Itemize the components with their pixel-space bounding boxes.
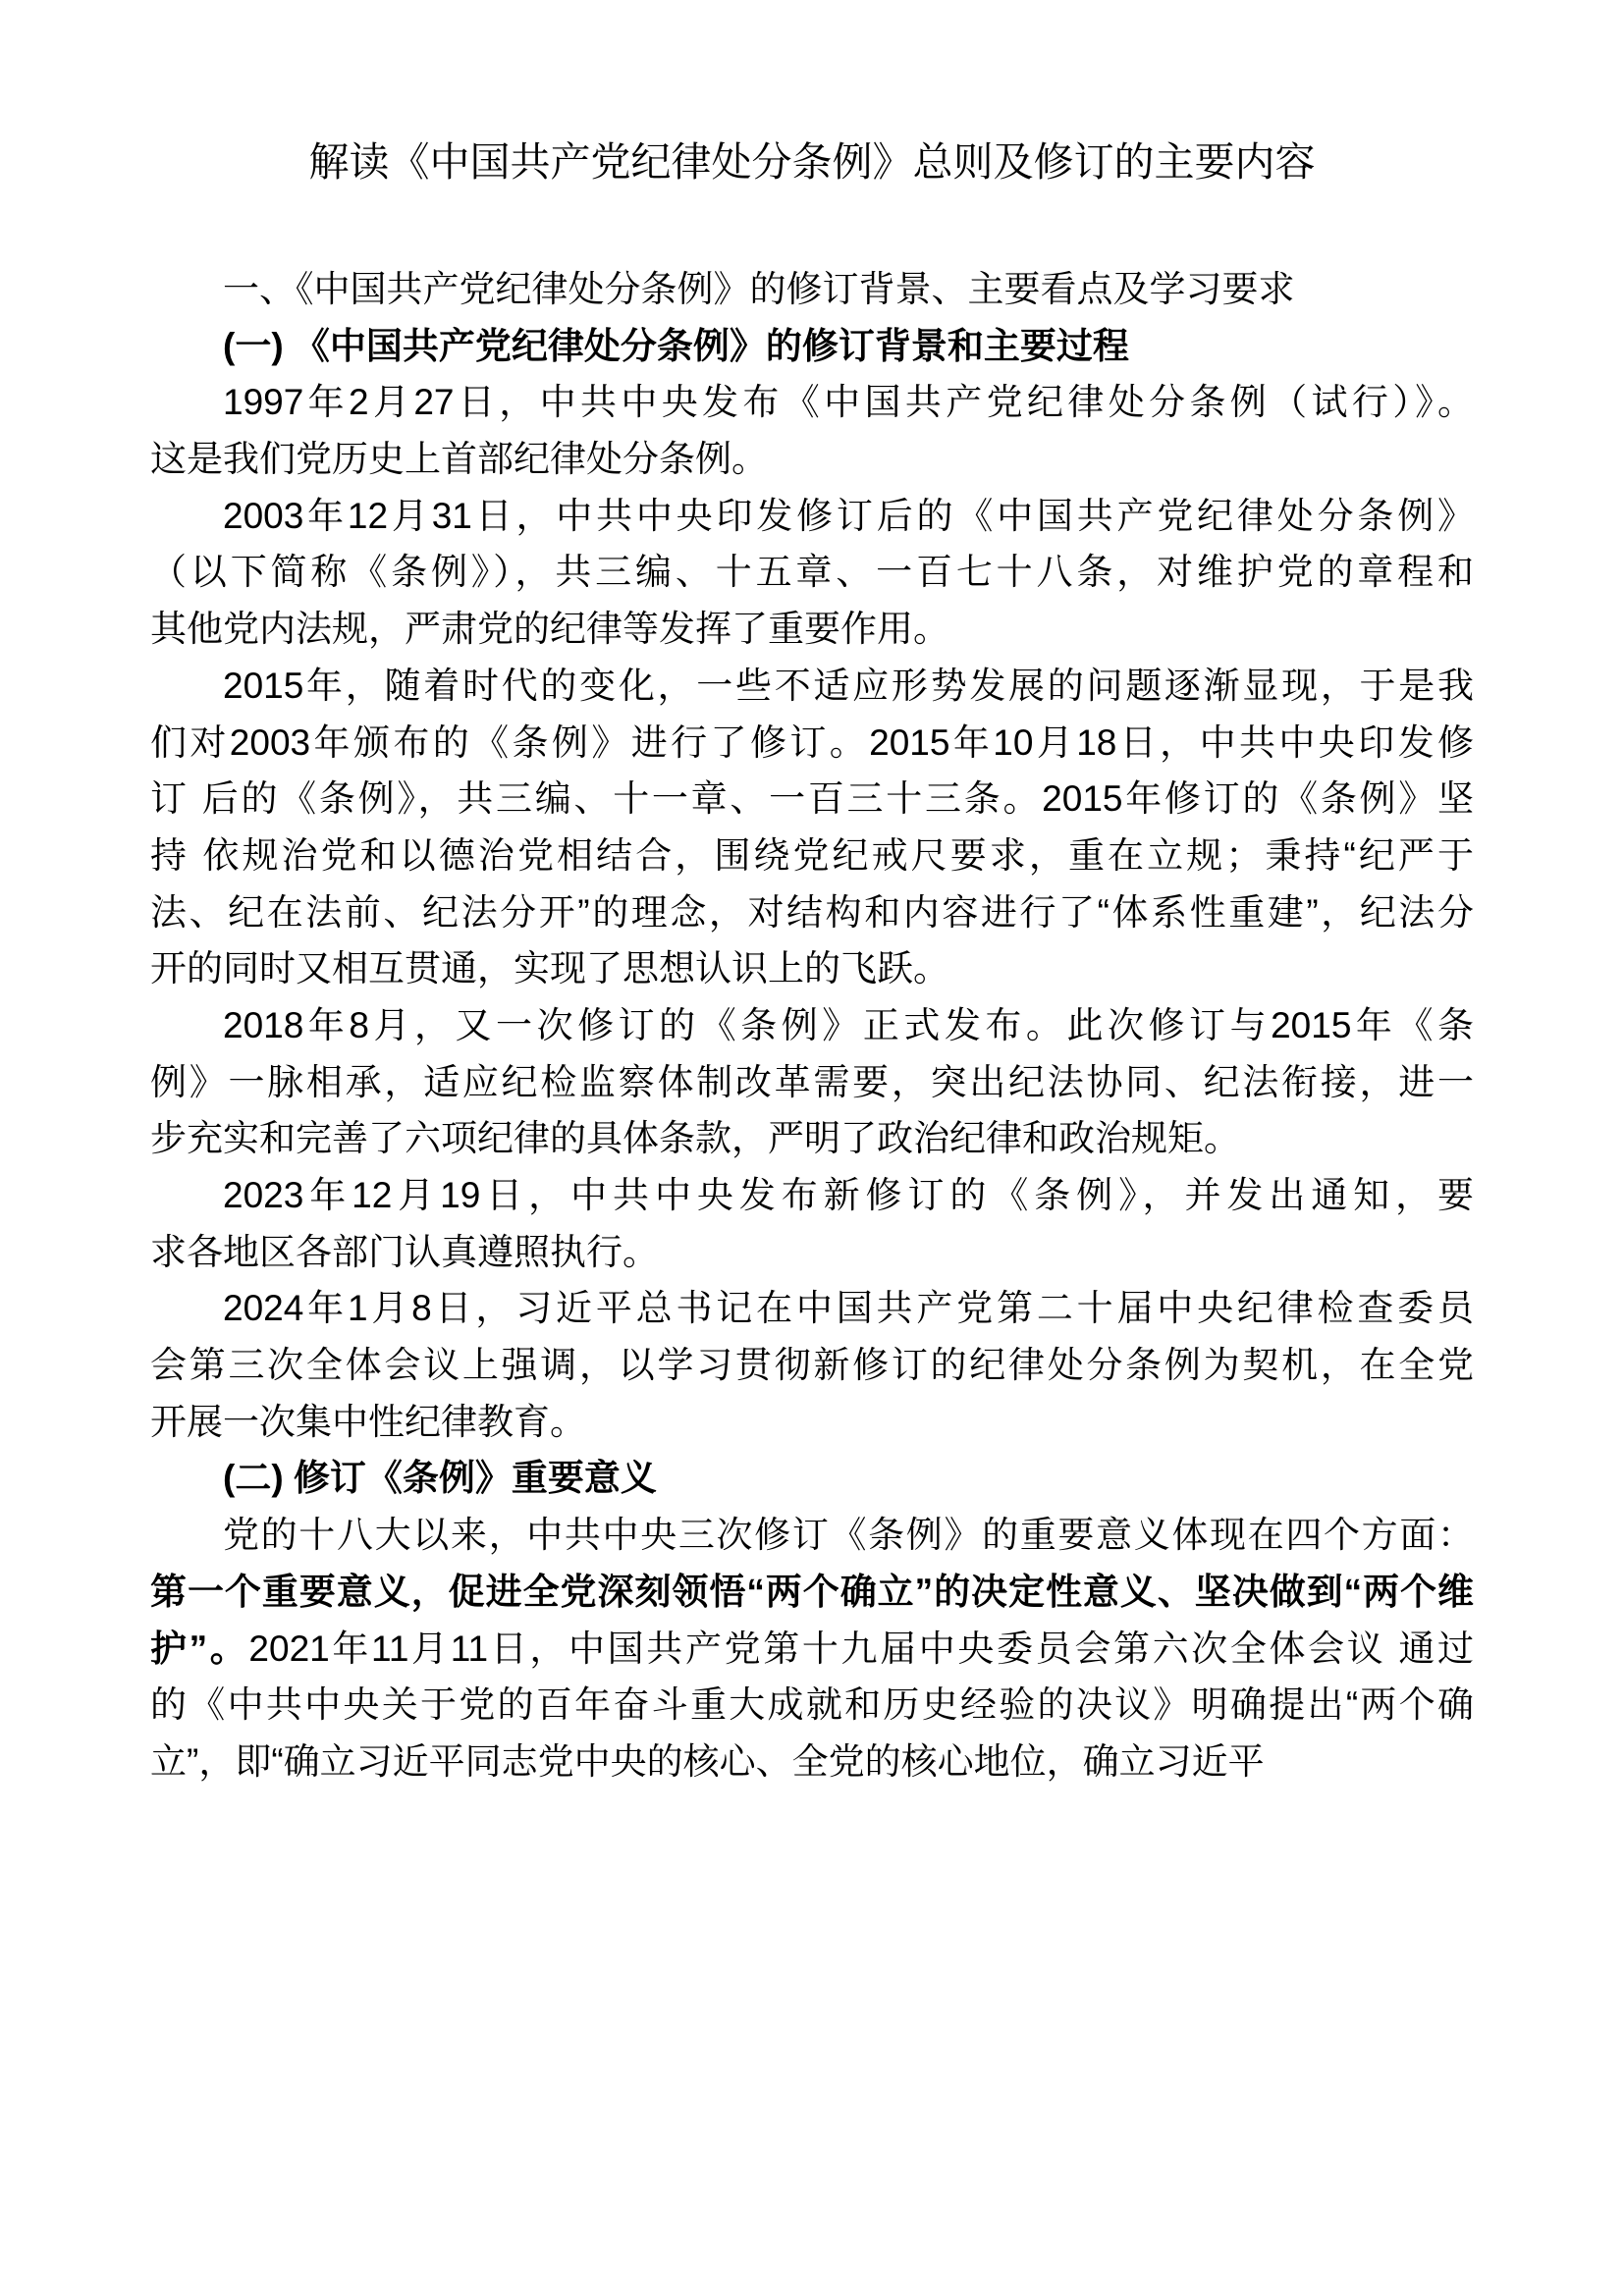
text-line-9 bbox=[150, 715, 1474, 772]
text-line-15 bbox=[150, 1054, 1474, 1111]
text-line-7 bbox=[150, 601, 1474, 658]
text-line-14 bbox=[150, 997, 1474, 1054]
document-body bbox=[150, 261, 1474, 1790]
text-segment: 们对2003年颁布的《条例》进行了修订。2015年10月18日，中共中央印发修 bbox=[150, 721, 1474, 763]
text-line-17 bbox=[150, 1167, 1474, 1224]
text-segment: 一、《中国共产党纪律处分条例》的修订背景、主要看点及学习要求 bbox=[223, 269, 1295, 309]
text-line-11 bbox=[150, 828, 1474, 884]
text-segment: 开的同时又相互贯通，实现了思想认识上的飞跃。 bbox=[150, 948, 949, 989]
text-segment: 这是我们党历史上首部纪律处分条例。 bbox=[150, 439, 768, 480]
text-segment: 2021年11月11日，中国共产党第十九届中央委员会第六次全体会议 通过 bbox=[248, 1628, 1474, 1669]
text-line-21 bbox=[150, 1394, 1474, 1451]
text-segment: 会第三次全体会议上强调，以学习贯彻新修订的纪律处分条例为契机，在全党 bbox=[150, 1345, 1474, 1386]
text-segment: 2003年12月31日，中共中央印发修订后的《中国共产党纪律处分条例》 bbox=[223, 495, 1474, 536]
text-line-26 bbox=[150, 1677, 1474, 1734]
text-line-20 bbox=[150, 1337, 1474, 1394]
text-segment: 2024年1月8日，习近平总书记在中国共产党第二十届中央纪律检查委员 bbox=[223, 1288, 1474, 1329]
text-line-23 bbox=[150, 1507, 1474, 1564]
text-segment: 立”，即“确立习近平同志党中央的核心、全党的核心地位，确立习近平 bbox=[150, 1740, 1265, 1782]
bold-text-segment: 第一个重要意义，促进全党深刻领悟“两个确立”的决定性意义、坚决做到“两个维 bbox=[150, 1571, 1474, 1612]
text-line-1 bbox=[150, 261, 1474, 318]
text-line-19 bbox=[150, 1280, 1474, 1337]
text-segment: 其他党内法规，严肃党的纪律等发挥了重要作用。 bbox=[150, 609, 949, 650]
text-segment: 求各地区各部门认真遵照执行。 bbox=[150, 1231, 659, 1272]
text-line-13 bbox=[150, 940, 1474, 997]
text-segment: 2015年，随着时代的变化，一些不适应形势发展的问题逐渐显现，于是我 bbox=[223, 665, 1474, 706]
text-line-5 bbox=[150, 488, 1474, 545]
text-line-2 bbox=[150, 318, 1474, 375]
text-segment: 开展一次集中性纪律教育。 bbox=[150, 1401, 586, 1442]
text-line-4 bbox=[150, 431, 1474, 488]
text-line-10 bbox=[150, 771, 1474, 828]
text-segment: 持 依规治党和以德治党相结合，围绕党纪戒尺要求，重在立规；秉持“纪严于 bbox=[150, 834, 1474, 876]
text-line-12 bbox=[150, 884, 1474, 941]
text-segment: 党的十八大以来，中共中央三次修订《条例》的重要意义体现在四个方面： bbox=[223, 1515, 1474, 1556]
text-line-16 bbox=[150, 1110, 1474, 1167]
text-segment: 订 后的《条例》，共三编、十一章、一百三十三条。2015年修订的《条例》坚 bbox=[150, 778, 1474, 820]
bold-text-segment: (二) 修订《条例》重要意义 bbox=[223, 1458, 657, 1499]
text-segment: 1997年2月27日，中共中央发布《中国共产党纪律处分条例（试行）》。 bbox=[223, 382, 1474, 423]
text-segment: （以下简称《条例》），共三编、十五章、一百七十八条，对维护党的章程和 bbox=[150, 552, 1474, 593]
text-segment: 2018年8月，又一次修订的《条例》正式发布。此次修订与2015年《条 bbox=[223, 1004, 1474, 1045]
bold-text-segment: 护”。 bbox=[150, 1628, 249, 1669]
text-line-22 bbox=[150, 1450, 1474, 1507]
text-line-25 bbox=[150, 1621, 1474, 1678]
bold-text-segment: (一) 《中国共产党纪律处分条例》的修订背景和主要过程 bbox=[223, 325, 1129, 366]
text-line-18 bbox=[150, 1224, 1474, 1281]
text-line-8 bbox=[150, 658, 1474, 715]
text-segment: 例》一脉相承，适应纪检监察体制改革需要，突出纪法协同、纪法衔接，进一 bbox=[150, 1061, 1474, 1102]
text-segment: 2023年12月19日，中共中央发布新修订的《条例》，并发出通知，要 bbox=[223, 1175, 1474, 1215]
text-line-6 bbox=[150, 544, 1474, 601]
text-segment: 的《中共中央关于党的百年奋斗重大成就和历史经验的决议》明确提出“两个确 bbox=[150, 1684, 1474, 1726]
text-segment: 步充实和完善了六项纪律的具体条款，严明了政治纪律和政治规矩。 bbox=[150, 1118, 1240, 1159]
text-line-27 bbox=[150, 1734, 1474, 1790]
text-line-24 bbox=[150, 1564, 1474, 1621]
document-title: 解读《中国共产党纪律处分条例》总则及修订的主要内容 bbox=[308, 139, 1316, 185]
text-line-3 bbox=[150, 374, 1474, 431]
text-segment: 法、纪在法前、纪法分开”的理念，对结构和内容进行了“体系性重建”，纪法分 bbox=[150, 891, 1474, 933]
